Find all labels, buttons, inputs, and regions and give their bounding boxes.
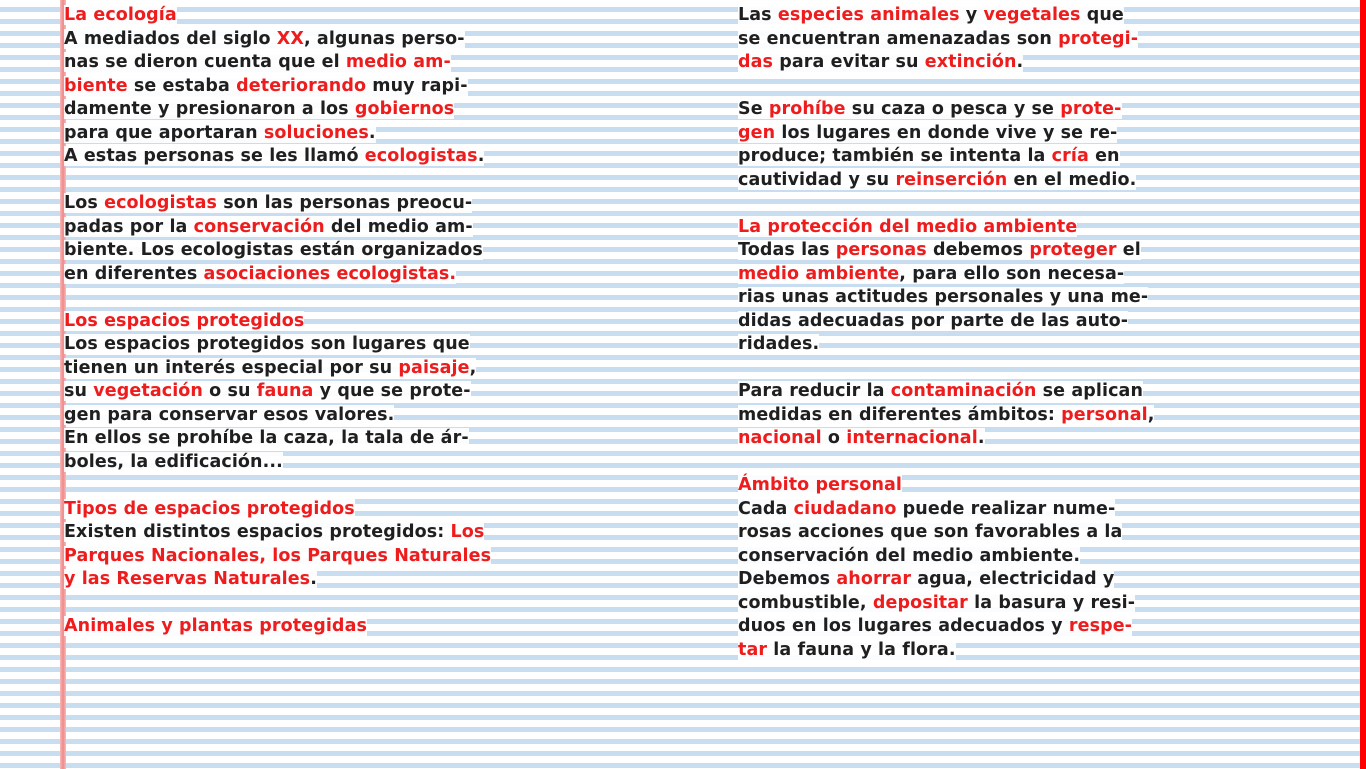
highlighted-term: ecologistas <box>104 193 218 213</box>
highlighted-term: soluciones <box>263 122 369 143</box>
body-text: Debemos <box>738 569 837 589</box>
body-text: su <box>64 381 94 401</box>
highlighted-term: vegetación <box>93 381 203 401</box>
highlighted-term: ecologistas <box>364 146 478 166</box>
highlighted-term: cría <box>1051 146 1089 166</box>
left-text-column <box>64 4 544 662</box>
body-text: , <box>1147 404 1155 425</box>
highlighted-term: depositar <box>872 592 968 613</box>
body-text: muy rapi- <box>366 75 468 96</box>
text-line <box>64 545 544 569</box>
body-text: produce; también se intenta la <box>738 146 1052 166</box>
highlighted-term: vegetales <box>983 5 1081 25</box>
text-line <box>64 521 544 545</box>
highlighted-term: asociaciones ecologistas. <box>203 263 457 284</box>
highlighted-term: biente <box>64 75 128 96</box>
highlighted-term: especies animales <box>777 5 960 25</box>
body-text: para que aportaran <box>64 122 264 143</box>
text-line <box>738 474 1218 498</box>
body-text: se encuentran amenazadas son <box>738 28 1059 49</box>
highlighted-term: medio ambiente <box>738 263 900 284</box>
highlighted-term: gobiernos <box>354 99 455 119</box>
body-text: rosas acciones que son favorables a la <box>738 522 1123 542</box>
text-line <box>64 98 544 122</box>
body-text: debemos <box>926 240 1030 260</box>
text-line <box>738 28 1218 52</box>
body-text: damente y presionaron a los <box>64 99 355 119</box>
left-paragraph <box>64 498 544 592</box>
text-line <box>64 427 544 451</box>
text-line <box>738 239 1218 263</box>
body-text: que <box>1080 5 1124 25</box>
body-text: Todas las <box>738 240 836 260</box>
body-text: . <box>310 569 317 589</box>
highlighted-term: Animales y plantas protegidas <box>64 616 367 636</box>
text-line <box>64 310 544 334</box>
text-line <box>738 333 1218 357</box>
highlighted-term: nacional <box>738 428 822 448</box>
text-line <box>738 592 1218 616</box>
left-paragraph <box>64 615 544 639</box>
highlighted-term: fauna <box>256 381 314 401</box>
page-edge-stripe <box>1360 0 1366 769</box>
highlighted-term: Ámbito personal <box>738 475 903 495</box>
body-text: puede realizar nume- <box>896 498 1116 519</box>
body-text: Los espacios protegidos son lugares que <box>64 334 470 354</box>
body-text: y <box>959 5 984 25</box>
body-text: . <box>977 428 985 448</box>
body-text: o su <box>202 381 257 401</box>
body-text: o <box>821 428 847 448</box>
text-line <box>738 169 1218 193</box>
body-text: . <box>368 122 376 143</box>
highlighted-term: ahorrar <box>836 569 912 589</box>
highlighted-term: Los espacios protegidos <box>64 310 305 331</box>
body-text: conservación del medio ambiente. <box>738 545 1081 566</box>
highlighted-term: La ecología <box>64 5 177 25</box>
text-line <box>64 4 544 28</box>
highlighted-term: personas <box>835 240 927 260</box>
body-text: , <box>469 357 477 378</box>
highlighted-term: internacional <box>846 428 978 448</box>
right-paragraph <box>738 98 1218 192</box>
body-text: la fauna y la flora. <box>767 639 956 660</box>
right-text-column <box>738 4 1218 686</box>
body-text: del medio am- <box>324 216 473 237</box>
text-line <box>738 427 1218 451</box>
text-line <box>64 568 544 592</box>
text-line <box>738 404 1218 428</box>
body-text: Existen distintos espacios protegidos: <box>64 522 451 542</box>
body-text: se aplican <box>1036 381 1144 401</box>
highlighted-term: reinserción <box>895 169 1008 190</box>
body-text: . <box>477 146 485 166</box>
text-line <box>64 75 544 99</box>
left-paragraph <box>64 192 544 286</box>
body-text: Cada <box>738 498 794 519</box>
text-line <box>738 122 1218 146</box>
body-text: padas por la <box>64 216 194 237</box>
text-line <box>738 380 1218 404</box>
highlighted-term: paisaje <box>398 357 470 378</box>
highlighted-term: extinción <box>924 52 1017 72</box>
body-text: son las personas preocu- <box>217 193 473 213</box>
body-text: los lugares en donde vive y se re- <box>775 122 1118 143</box>
body-text: ridades. <box>738 334 820 354</box>
text-line <box>738 216 1218 240</box>
text-line <box>64 216 544 240</box>
text-line <box>64 451 544 475</box>
text-line <box>738 310 1218 334</box>
body-text: en diferentes <box>64 263 204 284</box>
text-line <box>64 28 544 52</box>
body-text: se estaba <box>127 75 237 96</box>
text-line <box>738 545 1218 569</box>
highlighted-term: gen <box>738 122 776 143</box>
highlighted-term: Parques Nacionales, los Parques Naturales <box>64 545 492 566</box>
body-text: didas adecuadas por parte de las auto- <box>738 310 1129 331</box>
body-text: gen para conservar esos valores. <box>64 404 395 425</box>
text-line <box>738 498 1218 522</box>
highlighted-term: ciudadano <box>793 498 897 519</box>
text-line <box>64 404 544 428</box>
highlighted-term: protegi- <box>1058 28 1139 49</box>
highlighted-term: das <box>738 52 774 72</box>
highlighted-term: proteger <box>1029 240 1117 260</box>
body-text: boles, la edificación... <box>64 451 283 472</box>
body-text: en <box>1088 146 1120 166</box>
text-line <box>738 263 1218 287</box>
body-text: Los <box>64 193 105 213</box>
body-text: A mediados del siglo <box>64 28 277 49</box>
right-paragraph <box>738 4 1218 75</box>
body-text: cautividad y su <box>738 169 896 190</box>
right-paragraph <box>738 474 1218 662</box>
right-paragraph <box>738 380 1218 451</box>
text-line <box>738 639 1218 663</box>
body-text: la basura y resi- <box>967 592 1136 613</box>
body-text: , para ello son necesa- <box>899 263 1125 284</box>
text-line <box>64 615 544 639</box>
highlighted-term: XX <box>276 28 304 49</box>
text-line <box>738 615 1218 639</box>
body-text: medidas en diferentes ámbitos: <box>738 404 1062 425</box>
text-line <box>738 98 1218 122</box>
body-text: nas se dieron cuenta que el <box>64 52 346 72</box>
body-text: Para reducir la <box>738 381 891 401</box>
text-line <box>64 192 544 216</box>
body-text: En ellos se prohíbe la caza, la tala de ár- <box>64 428 469 448</box>
highlighted-term: deteriorando <box>236 75 367 96</box>
text-line <box>738 286 1218 310</box>
highlighted-term: personal <box>1061 404 1148 425</box>
text-line <box>64 333 544 357</box>
highlighted-term: Los <box>450 522 485 542</box>
text-line <box>738 568 1218 592</box>
highlighted-term: conservación <box>193 216 325 237</box>
highlighted-term: contaminación <box>890 381 1037 401</box>
body-text: y que se prote- <box>313 381 471 401</box>
body-text: agua, electricidad y <box>911 569 1115 589</box>
body-text: tienen un interés especial por su <box>64 357 399 378</box>
body-text: Las <box>738 5 778 25</box>
body-text: combustible, <box>738 592 873 613</box>
highlighted-term: y las Reservas Naturales <box>64 569 311 589</box>
body-text: el <box>1116 240 1141 260</box>
right-paragraph <box>738 216 1218 357</box>
text-line <box>64 145 544 169</box>
body-text: biente. Los ecologistas están organizados <box>64 240 483 260</box>
text-line <box>64 263 544 287</box>
highlighted-term: medio am- <box>345 52 451 72</box>
text-line <box>64 122 544 146</box>
highlighted-term: La protección del medio ambiente <box>738 216 1078 237</box>
body-text: en el medio. <box>1007 169 1137 190</box>
text-line <box>64 498 544 522</box>
body-text: su caza o pesca y se <box>845 99 1061 119</box>
text-line <box>738 145 1218 169</box>
body-text: A estas personas se les llamó <box>64 146 365 166</box>
highlighted-term: tar <box>738 639 768 660</box>
highlighted-term: prote- <box>1060 99 1122 119</box>
text-line <box>64 51 544 75</box>
left-paragraph <box>64 310 544 475</box>
text-line <box>64 239 544 263</box>
left-paragraph <box>64 4 544 169</box>
text-line <box>738 51 1218 75</box>
body-text: Se <box>738 99 769 119</box>
highlighted-term: respe- <box>1068 616 1133 636</box>
body-text: . <box>1016 52 1024 72</box>
body-text: rias unas actitudes personales y una me- <box>738 287 1149 307</box>
text-line <box>738 4 1218 28</box>
text-line <box>738 521 1218 545</box>
highlighted-term: Tipos de espacios protegidos <box>64 498 355 519</box>
text-line <box>64 380 544 404</box>
highlighted-term: prohíbe <box>768 99 846 119</box>
body-text: , algunas perso- <box>303 28 465 49</box>
text-line <box>64 357 544 381</box>
body-text: para evitar su <box>773 52 925 72</box>
body-text: duos en los lugares adecuados y <box>738 616 1069 636</box>
